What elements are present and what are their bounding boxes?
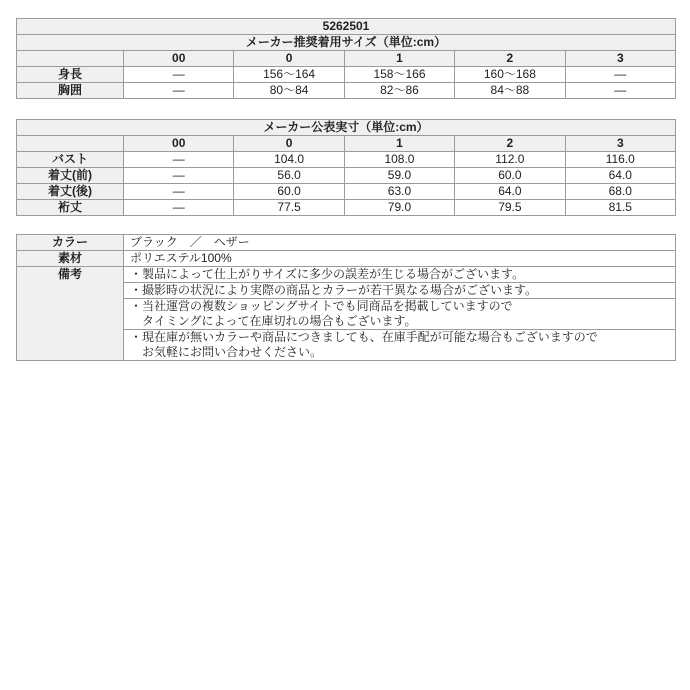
- row-label: 着丈(後): [17, 184, 124, 200]
- size-value: 158～166: [344, 67, 454, 83]
- notes-row-value: [124, 267, 676, 283]
- size-value: ―: [124, 168, 234, 184]
- size-column-header: 2: [455, 51, 565, 67]
- corner-cell: [17, 51, 124, 67]
- size-value: 60.0: [455, 168, 565, 184]
- size-column-header: 1: [344, 51, 454, 67]
- size-column-header: 0: [234, 51, 344, 67]
- corner-cell: [17, 136, 124, 152]
- row-label: 裄丈: [17, 200, 124, 216]
- size-value: 68.0: [565, 184, 675, 200]
- size-value: ―: [124, 200, 234, 216]
- size-column-header: 1: [344, 136, 454, 152]
- notes-row-label: 備考: [17, 267, 124, 361]
- size-value: ―: [565, 83, 675, 99]
- table-row: [17, 152, 676, 168]
- recommended-size-table: [16, 18, 676, 99]
- size-value: ―: [124, 83, 234, 99]
- size-value: 116.0: [565, 152, 675, 168]
- size-value: 112.0: [455, 152, 565, 168]
- size-value: 108.0: [344, 152, 454, 168]
- actual-size-table: [16, 119, 676, 216]
- size-column-header: 00: [124, 51, 234, 67]
- table-row: [17, 168, 676, 184]
- notes-row-value: [124, 330, 676, 361]
- detail-text-line: ・製品によって仕上がりサイズに多少の誤差が生じる場合がございます。: [130, 267, 525, 281]
- row-label: バスト: [17, 152, 124, 168]
- table-title-cell: メーカー推奨着用サイズ（単位:cm）: [17, 35, 676, 51]
- table-row: [17, 184, 676, 200]
- size-value: 60.0: [234, 184, 344, 200]
- size-value: ―: [124, 152, 234, 168]
- material-row-label: 素材: [17, 251, 124, 267]
- size-value: 64.0: [565, 168, 675, 184]
- detail-text-line: ・現在庫が無いカラーや商品につきましても、在庫手配が可能な場合もございますので: [130, 330, 598, 344]
- size-value: 79.0: [344, 200, 454, 216]
- size-value: 80～84: [234, 83, 344, 99]
- size-value: 160～168: [455, 67, 565, 83]
- detail-text-line: ポリエステル100%: [130, 251, 232, 265]
- color-row-value: [124, 235, 676, 251]
- size-value: 79.5: [455, 200, 565, 216]
- row-label: 着丈(前): [17, 168, 124, 184]
- size-value: 84～88: [455, 83, 565, 99]
- size-value: 77.5: [234, 200, 344, 216]
- detail-text-line: タイミングによって在庫切れの場合もございます。: [142, 314, 417, 328]
- product-code-cell: 5262501: [17, 19, 676, 35]
- size-value: 81.5: [565, 200, 675, 216]
- size-value: 59.0: [344, 168, 454, 184]
- size-value: ―: [124, 184, 234, 200]
- size-column-header: 3: [565, 51, 675, 67]
- table-title-cell: メーカー公表実寸（単位:cm）: [17, 120, 676, 136]
- size-value: ―: [124, 67, 234, 83]
- size-value: 64.0: [455, 184, 565, 200]
- row-label: 胸囲: [17, 83, 124, 99]
- size-value: 82～86: [344, 83, 454, 99]
- size-value: 56.0: [234, 168, 344, 184]
- detail-text-line: ブラック ／ ヘザー: [130, 235, 250, 249]
- detail-text-line: お気軽にお問い合わせください。: [142, 345, 323, 359]
- size-value: 63.0: [344, 184, 454, 200]
- table-row: [17, 200, 676, 216]
- table-row: [17, 67, 676, 83]
- size-value: 156～164: [234, 67, 344, 83]
- notes-row-value: [124, 283, 676, 299]
- color-row-label: カラー: [17, 235, 124, 251]
- product-detail-table: [16, 234, 676, 361]
- size-value: ―: [565, 67, 675, 83]
- detail-text-line: ・当社運営の複数ショッピングサイトでも同商品を掲載していますので: [130, 299, 513, 313]
- size-value: 104.0: [234, 152, 344, 168]
- table-row: [17, 235, 676, 251]
- row-label: 身長: [17, 67, 124, 83]
- size-column-header: 00: [124, 136, 234, 152]
- size-column-header: 0: [234, 136, 344, 152]
- material-row-value: [124, 251, 676, 267]
- notes-row-value: [124, 299, 676, 330]
- table-row: [17, 83, 676, 99]
- size-column-header: 2: [455, 136, 565, 152]
- size-column-header: 3: [565, 136, 675, 152]
- table-row: [17, 251, 676, 267]
- table-row: [17, 267, 676, 283]
- detail-text-line: ・撮影時の状況により実際の商品とカラーが若干異なる場合がございます。: [130, 283, 538, 297]
